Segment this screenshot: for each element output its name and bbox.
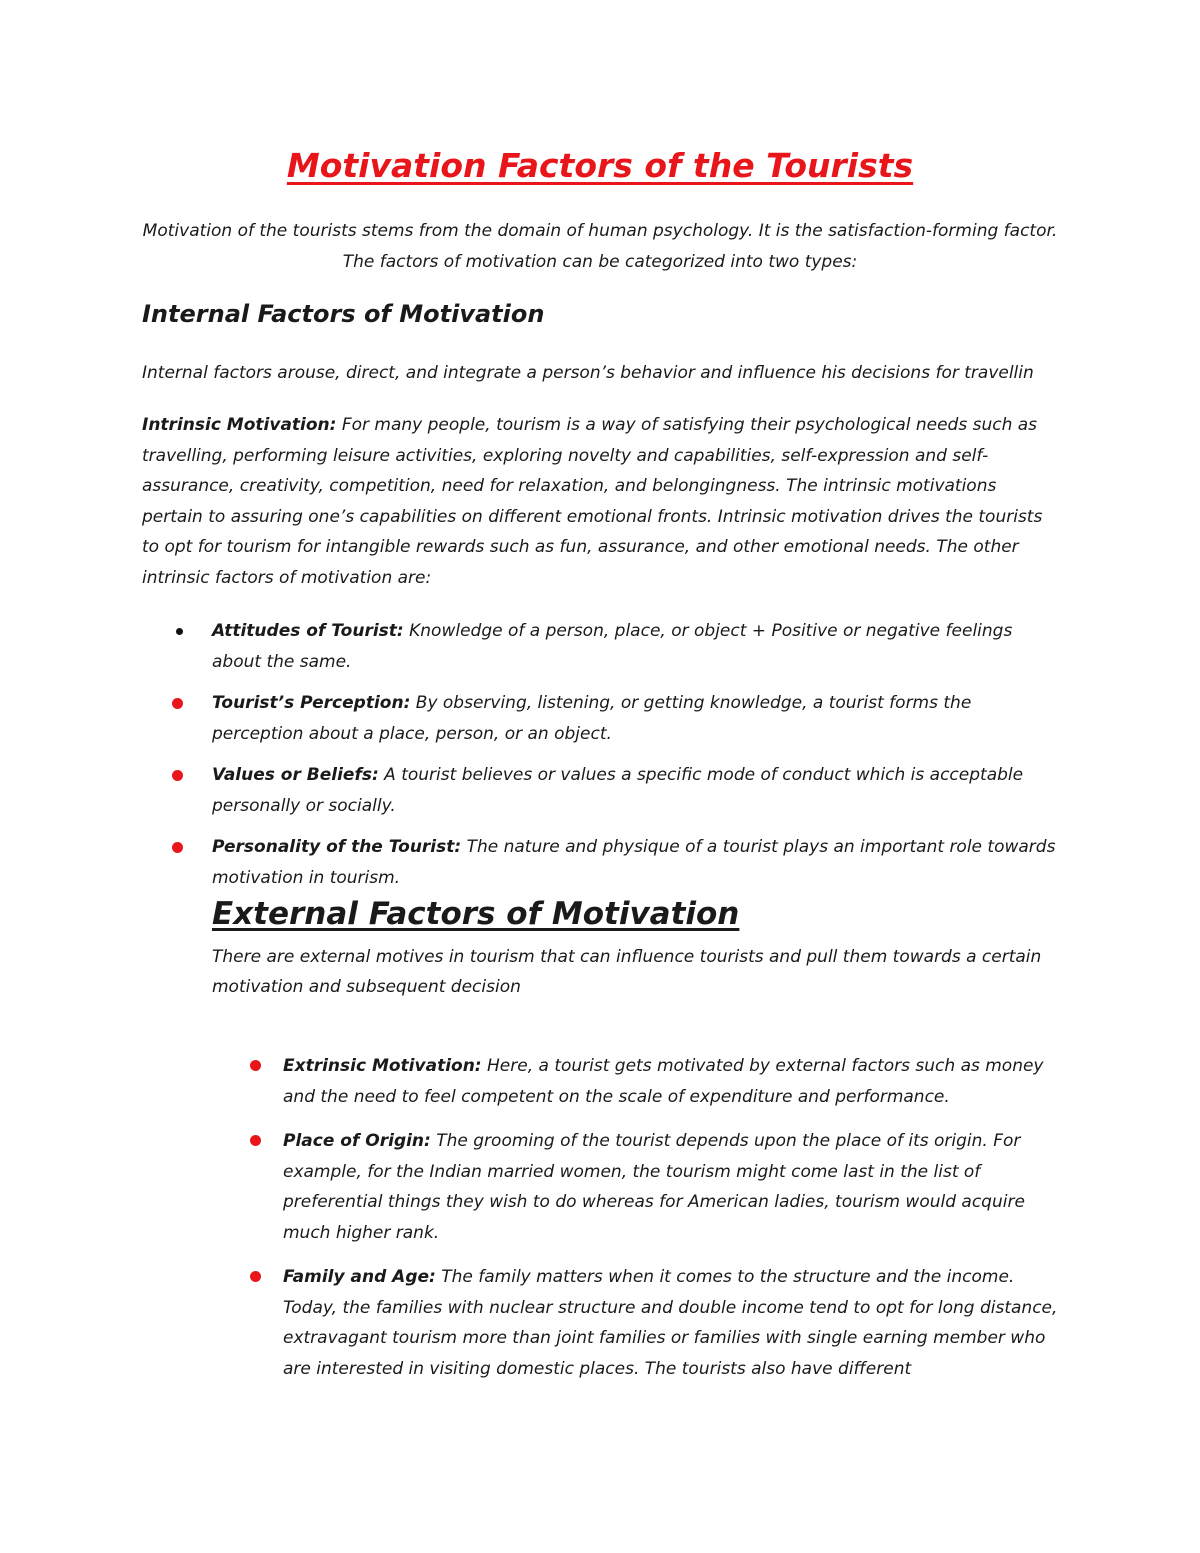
list-item [212, 832, 1057, 893]
bullet-icon [250, 1135, 261, 1146]
intro-paragraph: Motivation of the tourists stems from the domain of human psychology. It is the satisfaction-forming factor. The factors of motivation can be categorized into two types: [142, 221, 1058, 272]
item-lead: Extrinsic Motivation: [283, 1056, 482, 1076]
list-item [212, 760, 1057, 821]
item-text: A tourist believes or values a specific mode of conduct which is acceptable personally or socially. [212, 765, 1024, 816]
bullet-icon [172, 842, 183, 853]
external-factors-heading: External Factors of Motivation [212, 896, 740, 932]
internal-factors-heading: Internal Factors of Motivation [142, 300, 545, 328]
bullet-icon [250, 1271, 261, 1282]
item-text: The nature and physique of a tourist plays an important role towards motivation in tourism. [212, 837, 1056, 888]
item-lead: Family and Age: [283, 1267, 436, 1287]
item-text: The grooming of the tourist depends upon the place of its origin. For example, for the Indian married women, the tourism might come last in the list of preferential things they wish to do whereas for American ladies, tourism would acquire much higher rank. [283, 1131, 1025, 1243]
item-lead: Place of Origin: [283, 1131, 431, 1151]
external-factors-list [283, 1051, 1073, 1398]
item-text: The family matters when it comes to the structure and the income. Today, the families with nuclear structure and double income tend to opt for long distance, extravagant tourism more than joint families or families with single earning member who are interested in visiting domestic places. The tourists also have different [283, 1267, 1058, 1379]
item-lead: Personality of the Tourist: [212, 837, 462, 857]
intrinsic-motivation-text: For many people, tourism is a way of satisfying their psychological needs such as travelling, performing leisure activities, exploring novelty and capabilities, self-expression and self-assurance, creativity, competition, need for relaxation, and belongingness. The intrinsic motivations pertain to assuring one’s capabilities on different emotional fronts. Intrinsic motivation drives the tourists to opt for tourism for intangible rewards such as fun, assurance, and other emotional needs. The other intrinsic factors of motivation are: [142, 415, 1043, 588]
document-title: Motivation Factors of the Tourists [286, 146, 914, 185]
external-factors-description: There are external motives in tourism that can influence tourists and pull them towards a certain motivation and subsequent decision [212, 947, 1042, 997]
list-item [283, 1262, 1073, 1384]
bullet-icon [172, 698, 183, 709]
intrinsic-motivation-paragraph [142, 410, 1062, 593]
bullet-icon [176, 628, 183, 635]
internal-factors-list [212, 616, 1057, 904]
item-lead: Values or Beliefs: [212, 765, 379, 785]
intrinsic-motivation-lead: Intrinsic Motivation: [142, 415, 337, 435]
item-lead: Tourist’s Perception: [212, 693, 411, 713]
internal-factors-description: Internal factors arouse, direct, and integrate a person’s behavior and influence his decisions for travellin [142, 363, 1034, 383]
list-item [283, 1126, 1073, 1248]
list-item [212, 688, 1057, 749]
list-item [212, 616, 1057, 677]
item-text: Knowledge of a person, place, or object + Positive or negative feelings about the same. [212, 621, 1013, 672]
item-text: By observing, listening, or getting knowledge, a tourist forms the perception about a place, person, or an object. [212, 693, 972, 744]
bullet-icon [250, 1060, 261, 1071]
item-text: Here, a tourist gets motivated by external factors such as money and the need to feel competent on the scale of expenditure and performance. [283, 1056, 1044, 1107]
item-lead: Attitudes of Tourist: [212, 621, 404, 641]
list-item [283, 1051, 1073, 1112]
bullet-icon [172, 770, 183, 781]
